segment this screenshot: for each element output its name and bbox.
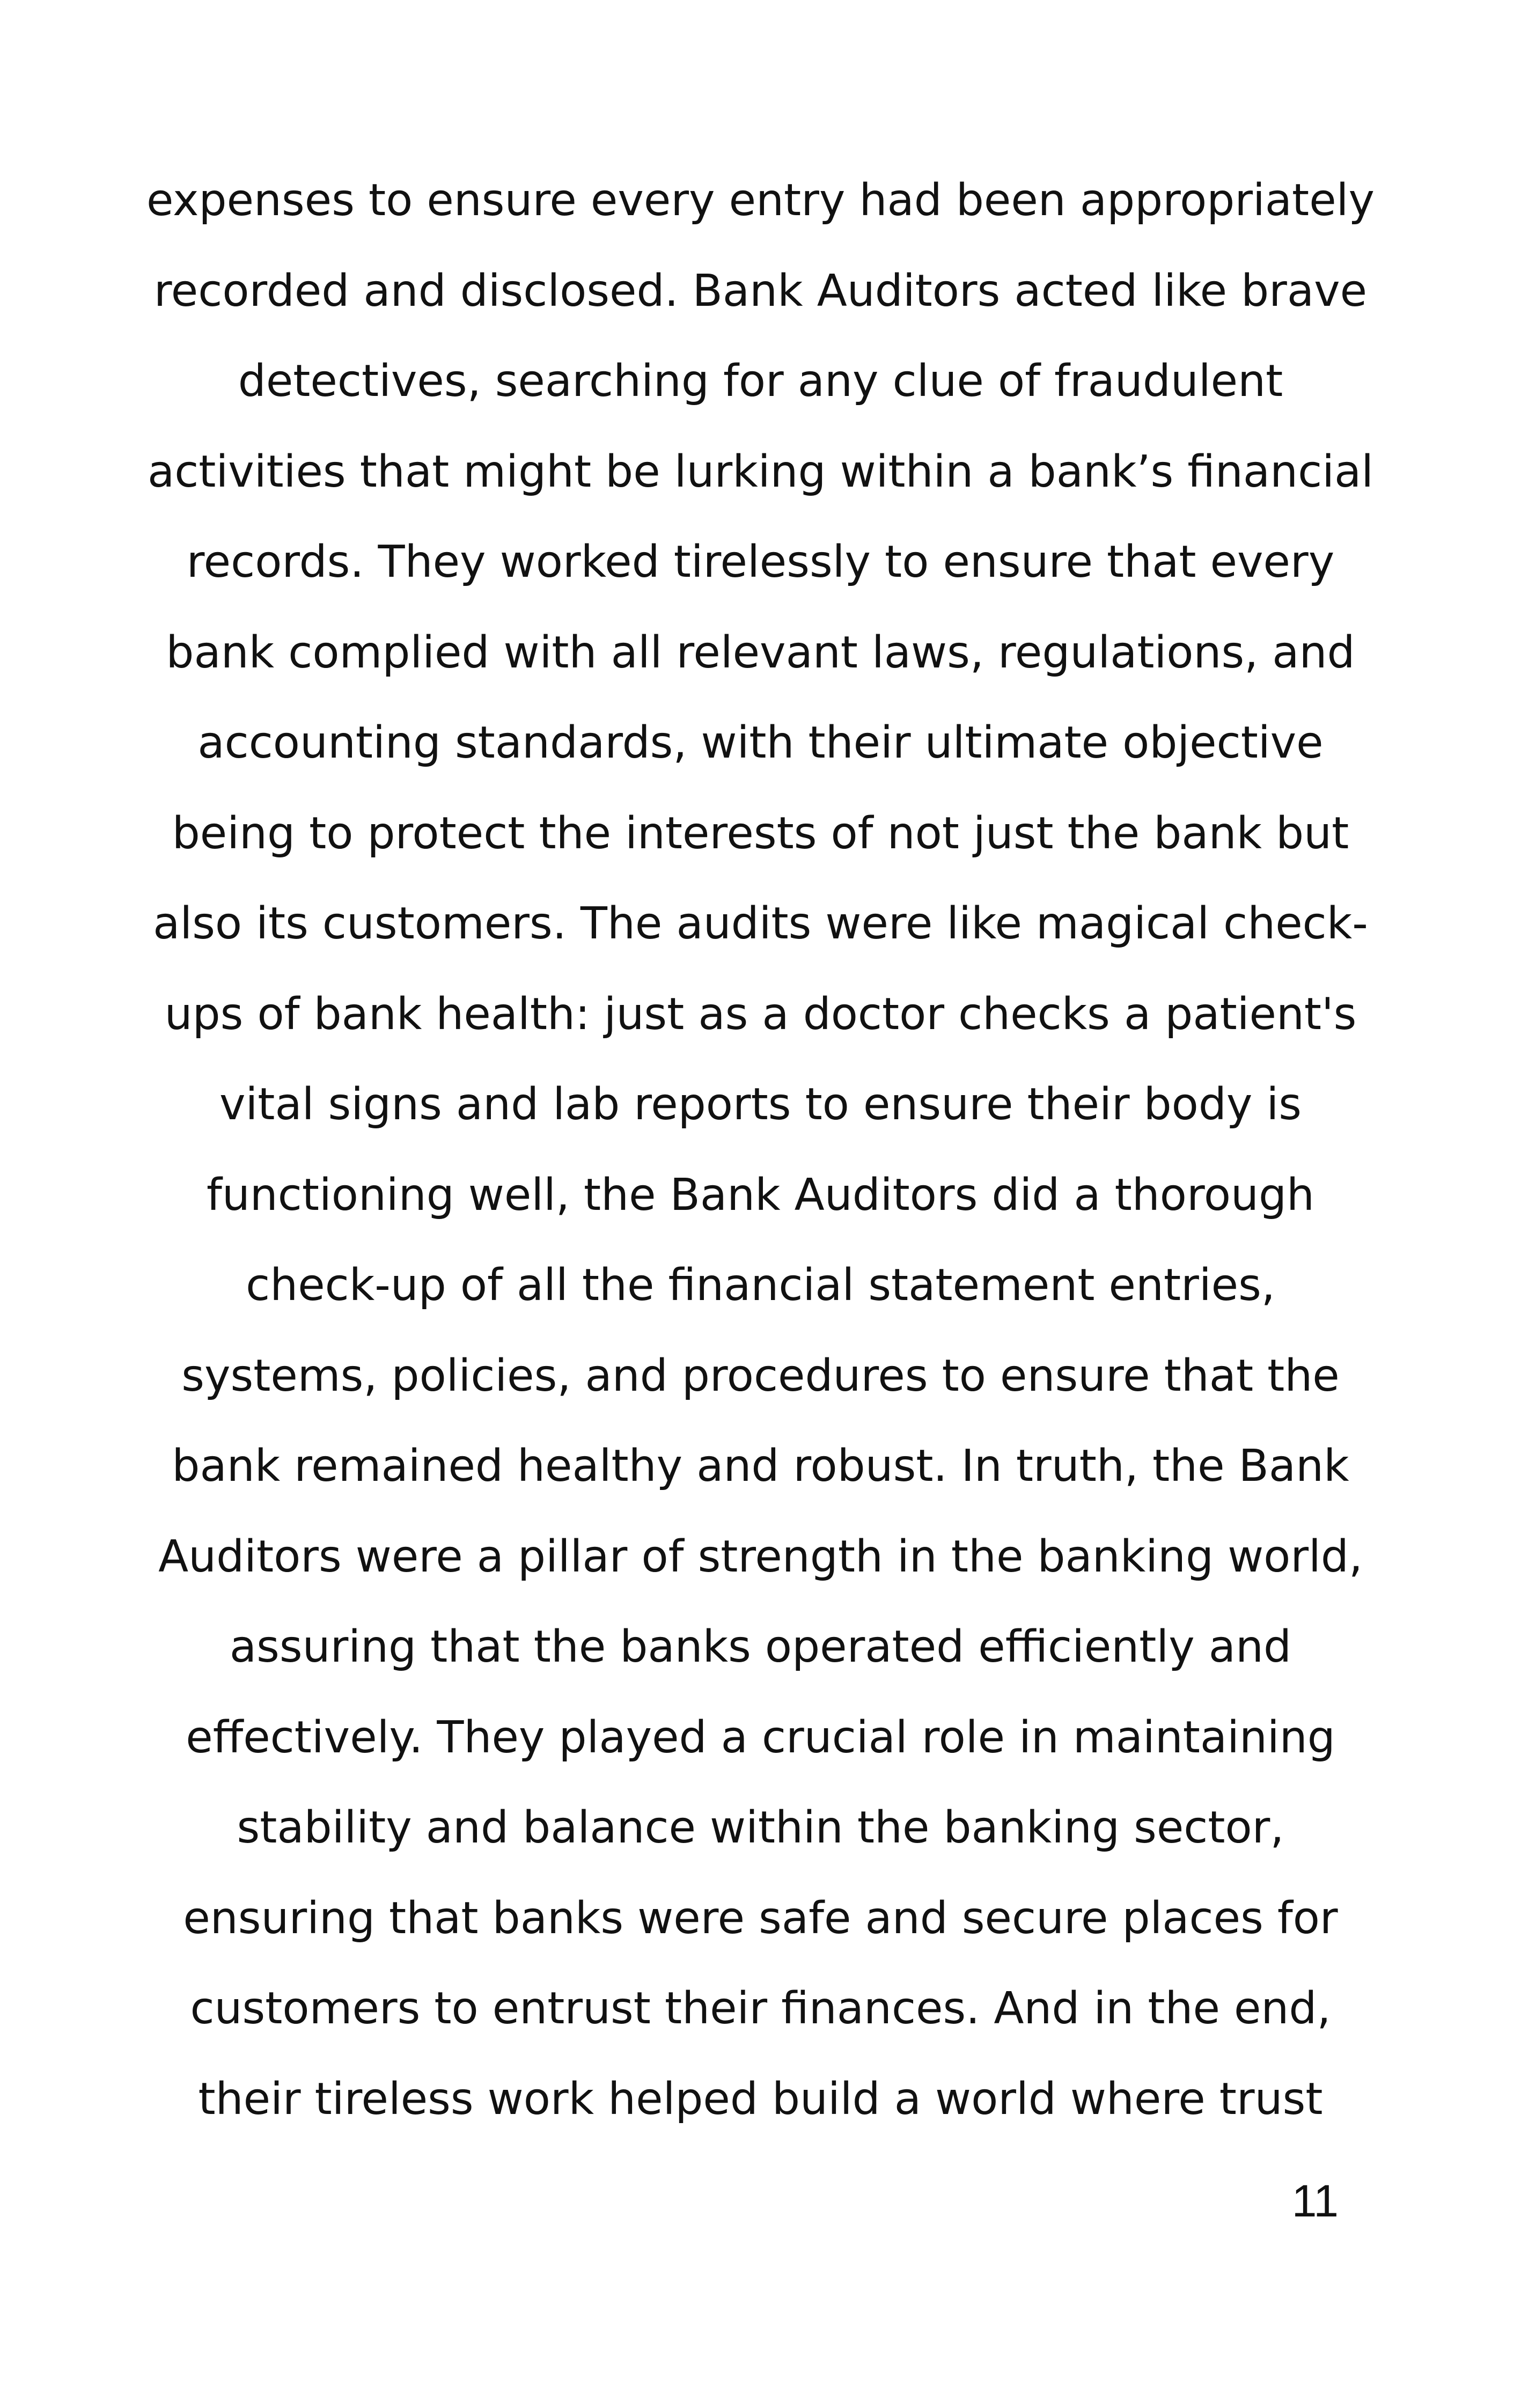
text-line: functioning well, the Bank Auditors did a thorough <box>206 1169 1315 1221</box>
text-line: their tireless work helped build a world where trust <box>198 2073 1323 2125</box>
text-line: records. They worked tirelessly to ensure that every <box>186 537 1335 588</box>
text-line: check-up of all the financial statement entries, <box>246 1260 1275 1311</box>
text-line: accounting standards, with their ultimate objective <box>197 717 1324 768</box>
text-line: systems, policies, and procedures to ensure that the <box>181 1350 1340 1401</box>
text-line: assuring that the banks operated efficiently and <box>229 1621 1292 1672</box>
text-line: stability and balance within the banking sector, <box>237 1802 1284 1853</box>
body-text <box>134 156 1387 2145</box>
text-line: customers to entrust their finances. And in the end, <box>190 1983 1331 2034</box>
text-line: Auditors were a pillar of strength in the banking world, <box>158 1531 1363 1582</box>
text-line: ensuring that banks were safe and secure places for <box>183 1892 1338 1944</box>
text-line: detectives, searching for any clue of fraudulent <box>238 356 1283 407</box>
text-line: bank complied with all relevant laws, regulations, and <box>166 627 1355 678</box>
text-line: effectively. They played a crucial role in maintaining <box>186 1712 1335 1763</box>
text-line: ups of bank health: just as a doctor checks a patient's <box>164 988 1357 1040</box>
text-line: vital signs and lab reports to ensure their body is <box>219 1079 1302 1130</box>
text-line: being to protect the interests of not just the bank but <box>172 807 1349 859</box>
text-line: expenses to ensure every entry had been appropriately <box>146 175 1375 226</box>
text-line: recorded and disclosed. Bank Auditors acted like brave <box>153 265 1368 317</box>
text-line: also its customers. The audits were like magical check- <box>153 898 1368 949</box>
text-line: bank remained healthy and robust. In truth, the Bank <box>172 1441 1349 1492</box>
page-number: 11 <box>1291 2176 1339 2226</box>
text-line: activities that might be lurking within a bank’s financial <box>147 446 1374 497</box>
